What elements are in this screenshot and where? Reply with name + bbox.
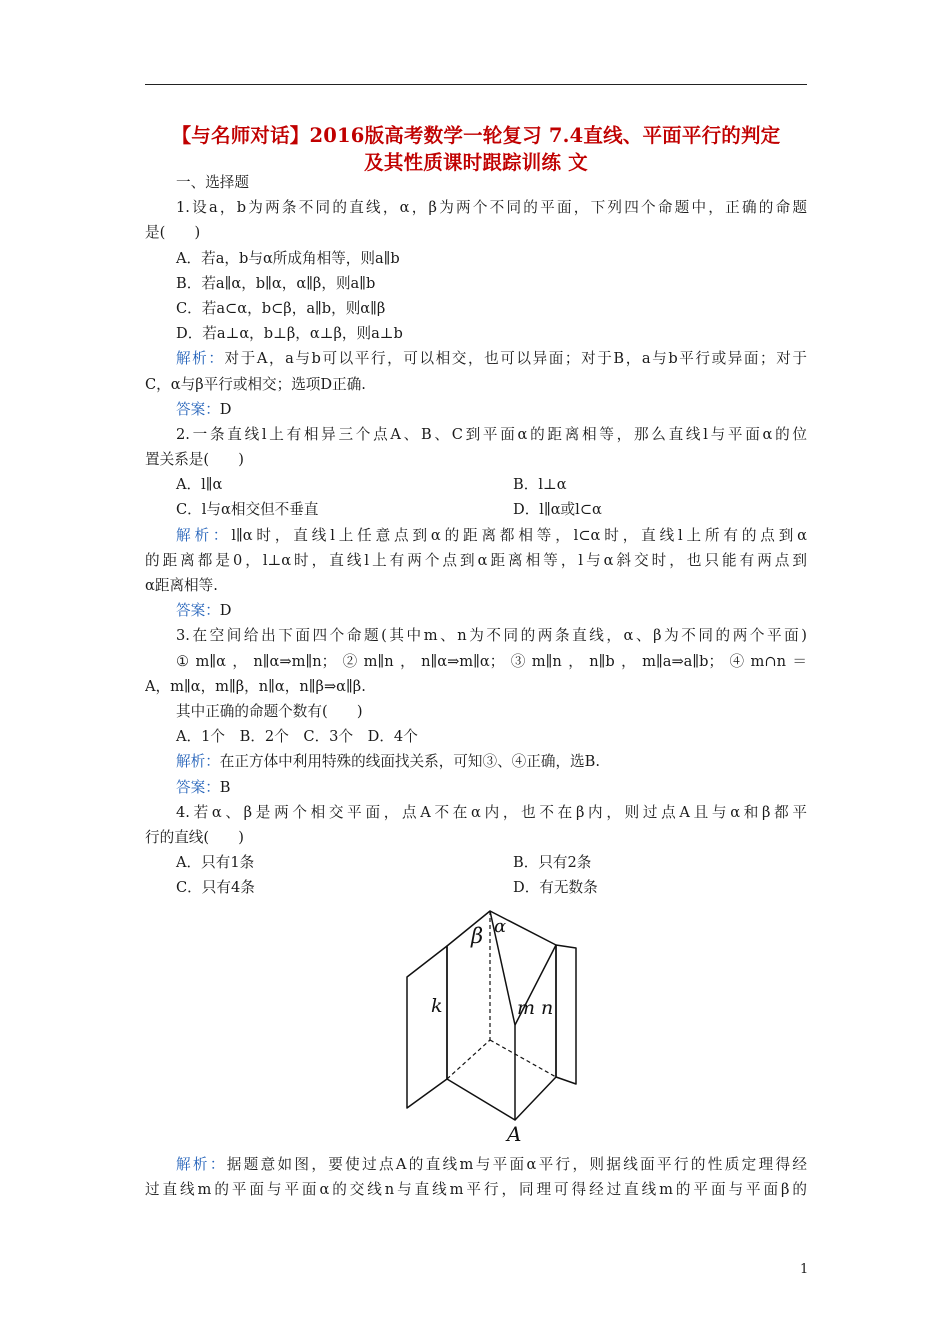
q3-stem-4: 其中正确的命题个数有( ) <box>176 702 363 720</box>
figure-label-beta: β <box>471 924 484 948</box>
q3-options: A．1个 B．2个 C．3个 D．4个 <box>176 728 418 746</box>
q2-answer <box>145 598 807 623</box>
q4-analysis-label: 解析： <box>176 1156 227 1173</box>
figure-label-mn: m n <box>517 997 554 1019</box>
document-body <box>145 170 807 900</box>
section-heading: 一、选择题 <box>176 174 249 191</box>
q4-analysis-2: 过直线m的平面与平面α的交线n与直线m平行，同理可得经过直线m的平面与平面β的 <box>145 1181 807 1199</box>
q3-stem-2: ①m∥α，n∥α⇒m∥n；②m∥n，n∥α⇒m∥α；③m∥n，n∥b，m∥a⇒a∥b；④m∩n＝ <box>176 652 807 670</box>
title-line-1: 【与名师对话】2016版高考数学一轮复习 7.4直线、平面平行的判定 <box>171 124 781 147</box>
q3-stem-1: 3.在空间给出下面四个命题(其中m、n为不同的两条直线，α、β为不同的两个平面) <box>176 627 807 645</box>
q2-option-a: A．l∥α <box>176 476 223 494</box>
q1-option-d: D．若a⊥α，b⊥β，α⊥β，则a⊥b <box>176 325 403 343</box>
q1-stem-2: 是( ) <box>145 224 201 242</box>
q2-stem-2: 置关系是( ) <box>145 451 244 469</box>
page-number: 1 <box>800 1262 809 1277</box>
q1-answer-label: 答案： <box>176 400 220 418</box>
figure-label-point-a: A <box>507 1122 522 1146</box>
q4-options-row-2 <box>145 875 807 900</box>
q1-analysis-label: 解析： <box>176 350 225 368</box>
figure-hidden-edge-right <box>490 1040 556 1077</box>
q3-analysis-1 <box>145 749 807 774</box>
q2-answer-value: D <box>219 602 232 620</box>
q4-stem-2: 行的直线( ) <box>145 828 244 846</box>
q2-analysis-3: α距离相等. <box>145 577 218 594</box>
q4-options-row-1 <box>145 850 807 875</box>
figure-hidden-edge-left <box>447 1040 490 1079</box>
q1-option-b: B．若a∥α，b∥α，α∥β，则a∥b <box>176 274 376 292</box>
q4-analysis-text-1: 据题意如图，要使过点A的直线m与平面α平行，则据线面平行的性质定理得经 <box>226 1156 807 1173</box>
geometry-figure <box>395 900 595 1148</box>
q2-stem-1: 2.一条直线l上有相异三个点A、B、C到平面α的距离相等，那么直线l与平面α的位 <box>176 425 807 443</box>
document-title <box>145 122 807 176</box>
q2-answer-label: 答案： <box>176 602 220 620</box>
q2-options-row-1 <box>145 472 807 497</box>
figure-label-alpha: α <box>494 916 507 937</box>
q4-option-d: D．有无数条 <box>513 879 598 897</box>
q4-option-c: C．只有4条 <box>176 879 255 897</box>
q3-analysis-label: 解析： <box>176 753 220 771</box>
q1-analysis-2: C，α与β平行或相交；选项D正确. <box>145 375 366 393</box>
q2-option-d: D．l∥α或l⊂α <box>513 501 602 519</box>
q1-option-a: A．若a，b与α所成角相等，则a∥b <box>176 249 400 267</box>
q2-analysis-1 <box>145 523 807 548</box>
q1-analysis-text-1: 对于A，a与b可以平行，可以相交，也可以异面；对于B，a与b平行或异面；对于 <box>224 350 807 368</box>
q3-answer <box>145 775 807 800</box>
figure-label-k: k <box>431 995 443 1017</box>
figure-left-plane <box>407 946 447 1108</box>
q4-option-b: B．只有2条 <box>513 854 592 872</box>
q1-analysis-1 <box>145 346 807 371</box>
q3-answer-label: 答案： <box>176 778 220 796</box>
q4-analysis-1 <box>145 1152 807 1177</box>
header-rule <box>145 84 807 85</box>
q2-analysis-2: 的距离都是0，l⊥α时，直线l上有两个点到α距离相等，l与α斜交时，也只能有两点到 <box>145 551 807 569</box>
q1-answer-value: D <box>219 400 232 418</box>
title-line-2: 及其性质课时跟踪训练 文 <box>364 151 588 174</box>
q4-option-a: A．只有1条 <box>176 854 255 872</box>
q2-options-row-2 <box>145 497 807 522</box>
q2-option-c: C．l与α相交但不垂直 <box>176 501 319 519</box>
q2-analysis-label: 解析： <box>176 526 232 544</box>
q3-analysis-text-1: 在正方体中利用特殊的线面找关系，可知③、④正确，选B. <box>219 753 601 771</box>
q1-stem-1: 1.设a，b为两条不同的直线，α，β为两个不同的平面，下列四个命题中，正确的命题 <box>176 199 807 217</box>
q3-stem-3: A，m∥α，m∥β，n∥α，n∥β⇒α∥β. <box>145 677 366 695</box>
q2-analysis-text-1: l∥α时，直线l上任意点到α的距离都相等，l⊂α时，直线l上所有的点到α <box>231 526 807 544</box>
q4-stem-1: 4.若α、β是两个相交平面，点A不在α内，也不在β内，则过点A且与α和β都平 <box>176 803 807 821</box>
figure-right-plane <box>556 945 576 1084</box>
q1-answer <box>145 397 807 422</box>
q1-option-c: C．若a⊂α，b⊂β，a∥b，则α∥β <box>176 299 386 317</box>
q4-analysis-block <box>145 1152 807 1202</box>
q2-option-b: B．l⊥α <box>513 476 567 494</box>
q3-answer-value: B <box>219 778 231 796</box>
